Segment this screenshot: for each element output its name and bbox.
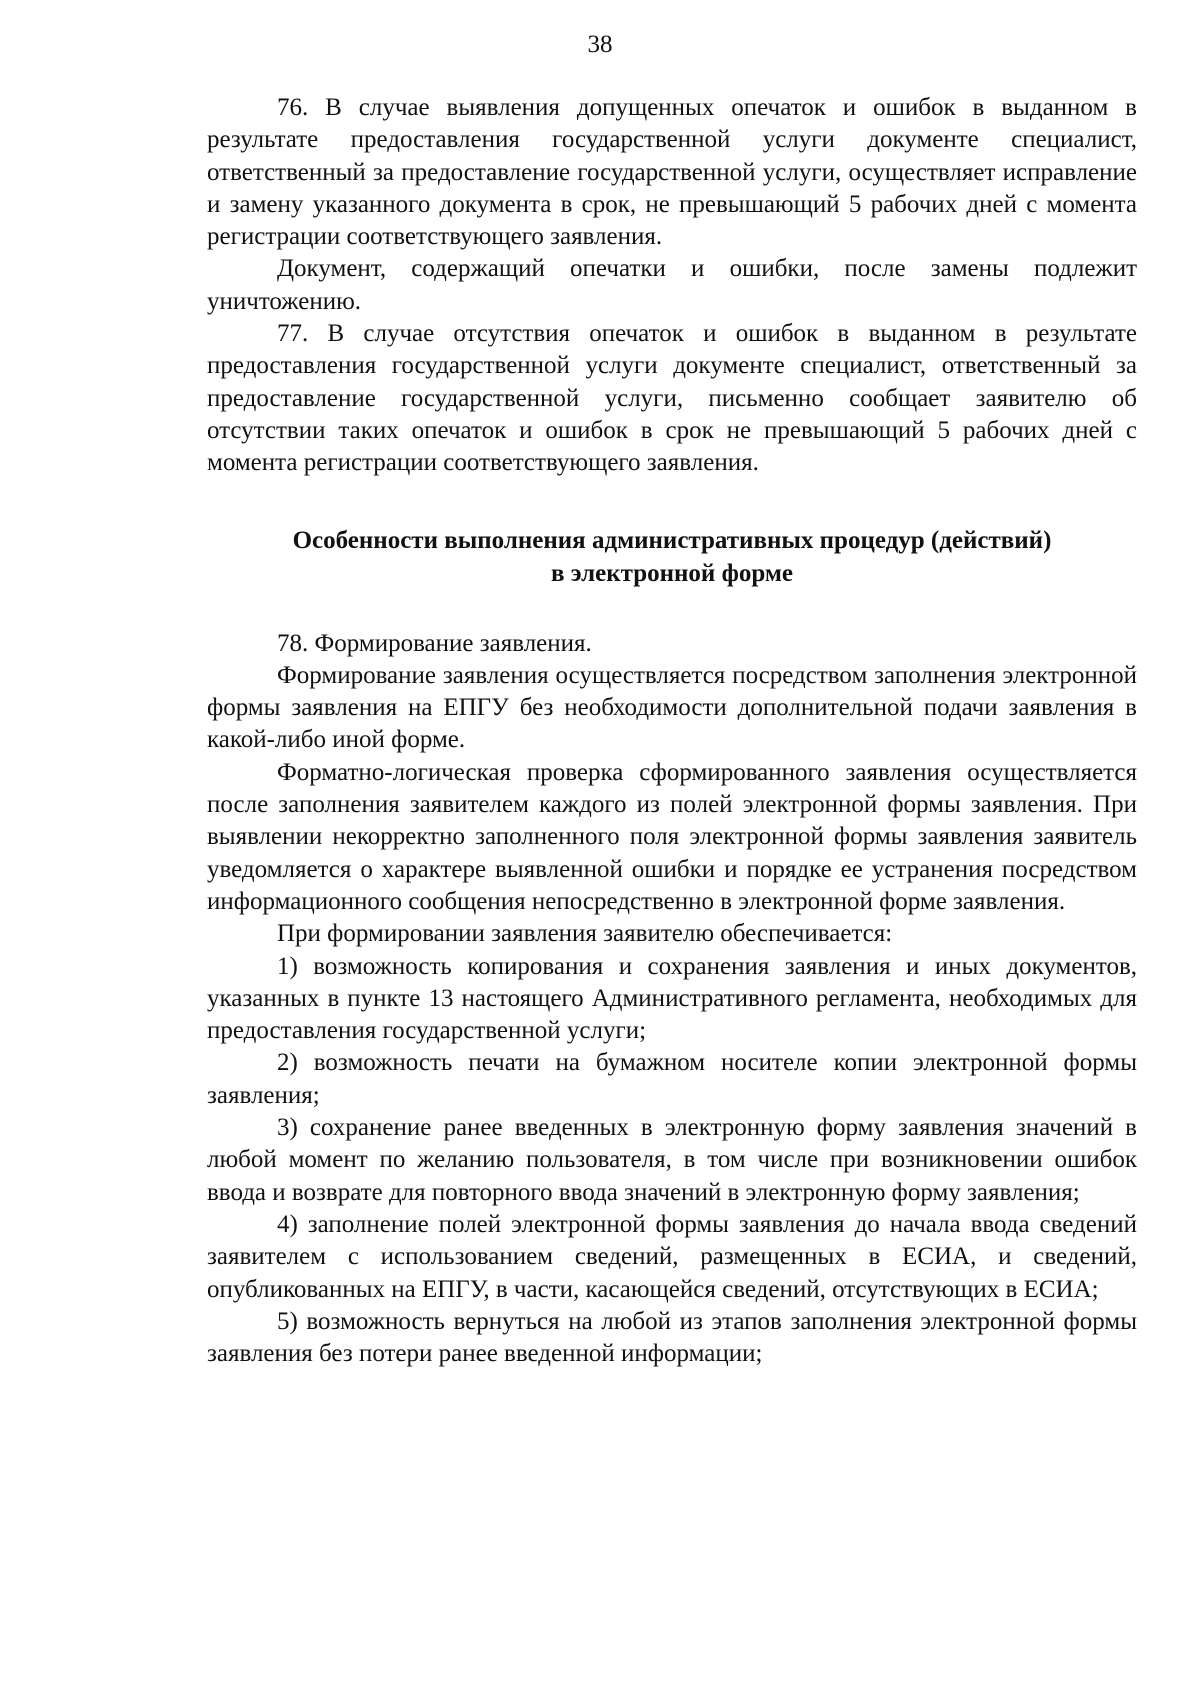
paragraph-76-note: Документ, содержащий опечатки и ошибки, после замены подлежит уничтожению. bbox=[207, 255, 1137, 315]
list-item-5: 5) возможность вернуться на любой из этапов заполнения электронной формы заявления без потери ранее введенной информации; bbox=[207, 1307, 1137, 1368]
list-item-4: 4) заполнение полей электронной формы заявления до начала ввода сведений заявителем с использованием сведений, размещенных в ЕСИА, и сведений, опубликованных на ЕПГУ, в части, касающейся сведений, отсутствующих в ЕСИА; bbox=[207, 1210, 1137, 1303]
section-heading-line-1: Особенности выполнения административных процедур (действий) bbox=[292, 526, 1052, 554]
section-heading bbox=[207, 524, 1137, 590]
list-item-2: 2) возможность печати на бумажном носителе копии электронной формы заявления; bbox=[207, 1049, 1137, 1109]
document-body bbox=[207, 92, 1137, 1370]
paragraph-78-check: Форматно-логическая проверка сформированного заявления осуществляется после заполнения заявителем каждого из полей электронной формы заявления. При выявлении некорректно заполненного поля электронной формы заявления заявитель уведомляется о характере выявленной ошибки и порядке ее устранения посредством информационного сообщения непосредственно в электронной форме заявления. bbox=[207, 758, 1137, 915]
paragraph-76: 76. В случае выявления допущенных опечаток и ошибок в выданном в результате предоставления государственной услуги документе специалист, ответственный за предоставление государственной услуги, осуществляет исправление и замену указанного документа в срок, не превышающий 5 рабочих дней с момента регистрации соответствующего заявления. bbox=[207, 94, 1137, 251]
section-heading-line-2: в электронной форме bbox=[550, 559, 794, 587]
list-item-3: 3) сохранение ранее введенных в электронную форму заявления значений в любой момент по желанию пользователя, в том числе при возникновении ошибок ввода и возврате для повторного ввода значений в электронную форму заявления; bbox=[207, 1114, 1137, 1206]
paragraph-78-provided: При формировании заявления заявителю обеспечивается: bbox=[277, 920, 893, 948]
page-number: 38 bbox=[587, 31, 613, 58]
paragraph-78-forming: Формирование заявления осуществляется посредством заполнения электронной формы заявления на ЕПГУ без необходимости дополнительной подачи заявления в какой-либо иной форме. bbox=[207, 661, 1137, 754]
paragraph-77: 77. В случае отсутствия опечаток и ошибок в выданном в результате предоставления государственной услуги документе специалист, ответственный за предоставление государственной услуги, письменно сообщает заявителю об отсутствии таких опечаток и ошибок в срок не превышающий 5 рабочих дней с момента регистрации соответствующего заявления. bbox=[207, 320, 1137, 477]
list-item-1: 1) возможность копирования и сохранения заявления и иных документов, указанных в пункте 13 настоящего Административного регламента, необходимых для предоставления государственной услуги; bbox=[207, 952, 1137, 1045]
paragraph-78: 78. Формирование заявления. bbox=[277, 629, 592, 657]
